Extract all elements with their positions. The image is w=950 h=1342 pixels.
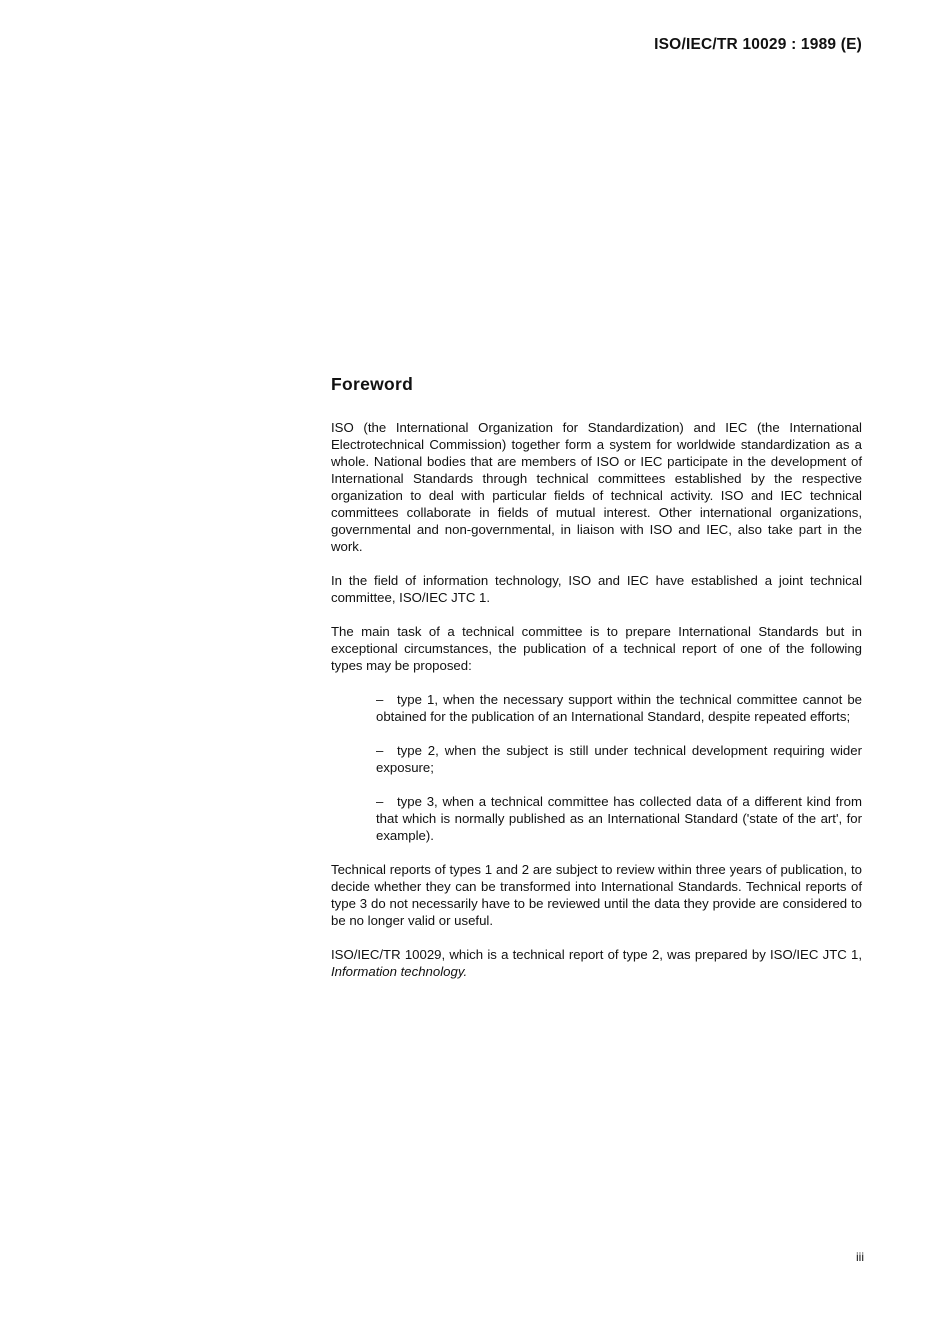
preparation-text: ISO/IEC/TR 10029, which is a technical report of type 2, was prepared by ISO/IEC JTC 1, xyxy=(331,947,862,962)
list-item-type-1: type 1, when the necessary support within the technical committee cannot be obtained for the publication of an International Standard, despite repeated efforts; xyxy=(376,692,862,724)
foreword-heading: Foreword xyxy=(331,374,414,394)
page-number: iii xyxy=(856,1250,864,1264)
review-paragraph: Technical reports of types 1 and 2 are subject to review within three years of publication, to decide whether they can be transformed into International Standards. Technical reports of type 3 do not necessarily have to be reviewed until the data they provide are considered to be no longer valid or useful. xyxy=(331,862,862,928)
foreword-section xyxy=(331,374,862,997)
main-task-paragraph: The main task of a technical committee is to prepare International Standards but in exceptional circumstances, the publication of a technical report of one of the following types may be proposed: xyxy=(331,624,862,673)
list-dash: – xyxy=(376,794,384,809)
list-item-type-3: type 3, when a technical committee has collected data of a different kind from that which is normally published as an International Standard ('state of the art', for example). xyxy=(376,794,862,843)
list-dash: – xyxy=(376,743,384,758)
list-dash: – xyxy=(376,692,384,707)
list-item xyxy=(376,793,862,844)
report-types-list xyxy=(376,691,862,844)
jtc-paragraph: In the field of information technology, ISO and IEC have established a joint technical committee, ISO/IEC JTC 1. xyxy=(331,573,862,605)
committee-title: Information technology. xyxy=(331,964,468,979)
preparation-paragraph xyxy=(331,946,862,980)
list-item xyxy=(376,691,862,725)
list-item-type-2: type 2, when the subject is still under technical development requiring wider exposure; xyxy=(376,743,862,775)
intro-paragraph: ISO (the International Organization for Standardization) and IEC (the International Electrotechnical Commission) together form a system for worldwide standardization as a whole. National bodies that are members of ISO or IEC participate in the development of International Standards through technical committees established by the respective organization to deal with particular fields of technical activity. ISO and IEC technical committees collaborate in fields of mutual interest. Other international organizations, governmental and non-governmental, in liaison with ISO and IEC, also take part in the work. xyxy=(331,420,862,554)
document-identifier: ISO/IEC/TR 10029 : 1989 (E) xyxy=(654,36,862,53)
list-item xyxy=(376,742,862,776)
